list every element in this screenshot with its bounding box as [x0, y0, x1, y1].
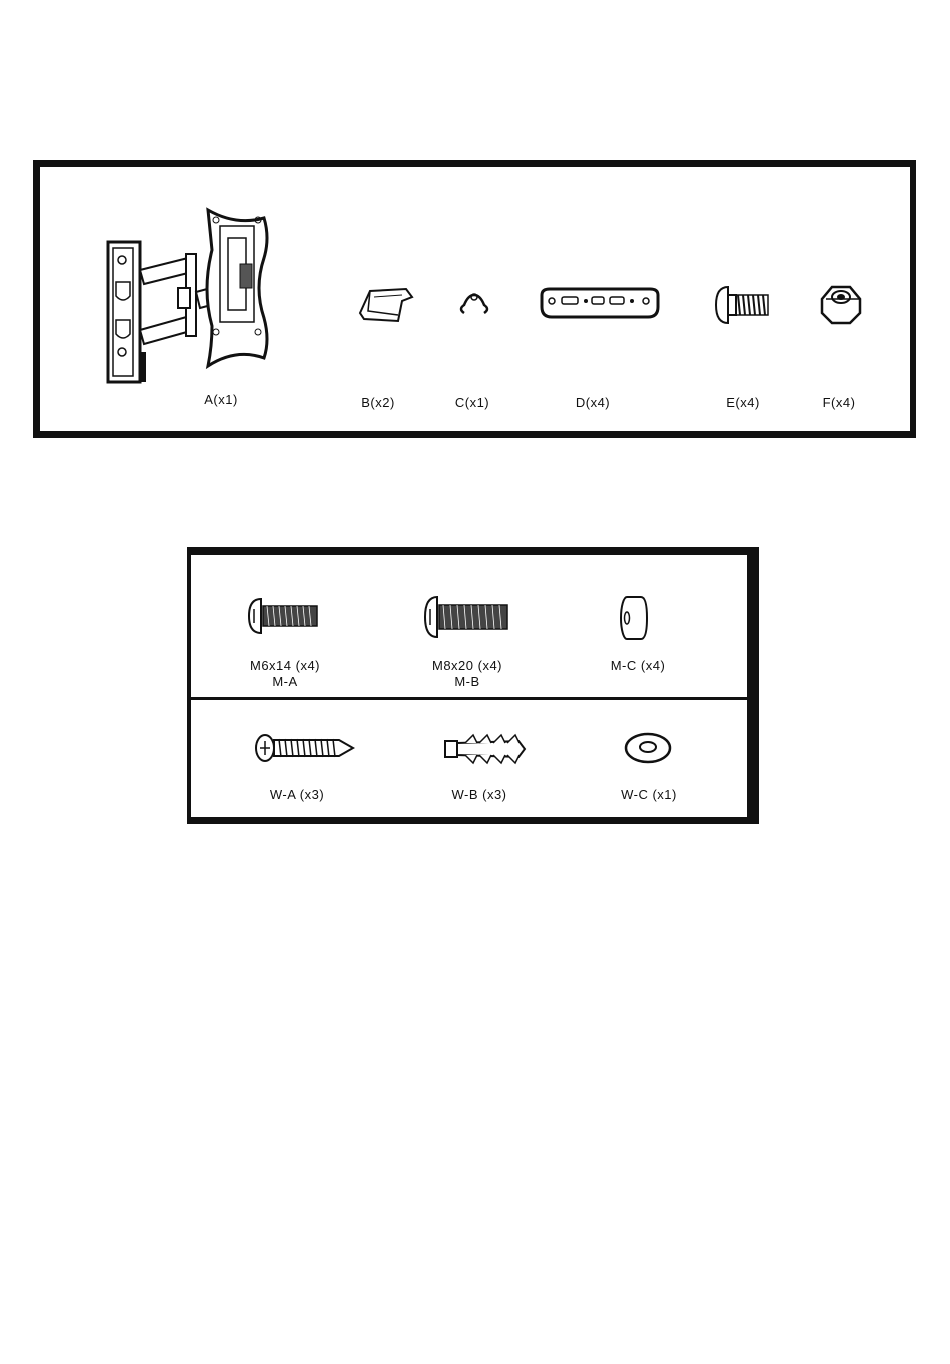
panel-edge [910, 167, 913, 431]
part-d-label: D(x4) [575, 395, 611, 410]
hardware-m-c-label: M-C (x4) [610, 658, 666, 673]
part-f-label: F(x4) [822, 395, 856, 410]
bolt-icon [716, 285, 776, 325]
hardware-panel [187, 547, 759, 824]
long-screw-icon [425, 595, 511, 639]
hardware-w-a-label: W-A (x3) [269, 787, 325, 802]
adapter-plate-icon [536, 285, 664, 325]
hardware-m6x14-label: M6x14 (x4) [249, 658, 321, 673]
hardware-m8x20-label: M8x20 (x4) [431, 658, 503, 673]
spacer-icon [619, 593, 647, 643]
wood-screw-icon [255, 731, 355, 765]
part-c-label: C(x1) [454, 395, 490, 410]
washer-icon [623, 731, 673, 765]
hex-nut-icon [818, 283, 864, 327]
hardware-w-c-label: W-C (x1) [621, 787, 677, 802]
hardware-w-b-label: W-B (x3) [451, 787, 507, 802]
cable-clip-icon [358, 285, 414, 325]
short-screw-icon [249, 597, 321, 635]
part-e-label: E(x4) [726, 395, 760, 410]
cable-hook-icon [458, 291, 490, 319]
wall-anchor-icon [443, 733, 527, 765]
part-b-label: B(x2) [361, 395, 395, 410]
hardware-m-b-code: M-B [454, 674, 480, 689]
hardware-row-divider [191, 697, 747, 700]
wall-mount-bracket-icon [100, 202, 380, 392]
part-a-label: A(x1) [204, 392, 238, 407]
hardware-m-a-code: M-A [272, 674, 298, 689]
parts-panel [33, 160, 916, 438]
